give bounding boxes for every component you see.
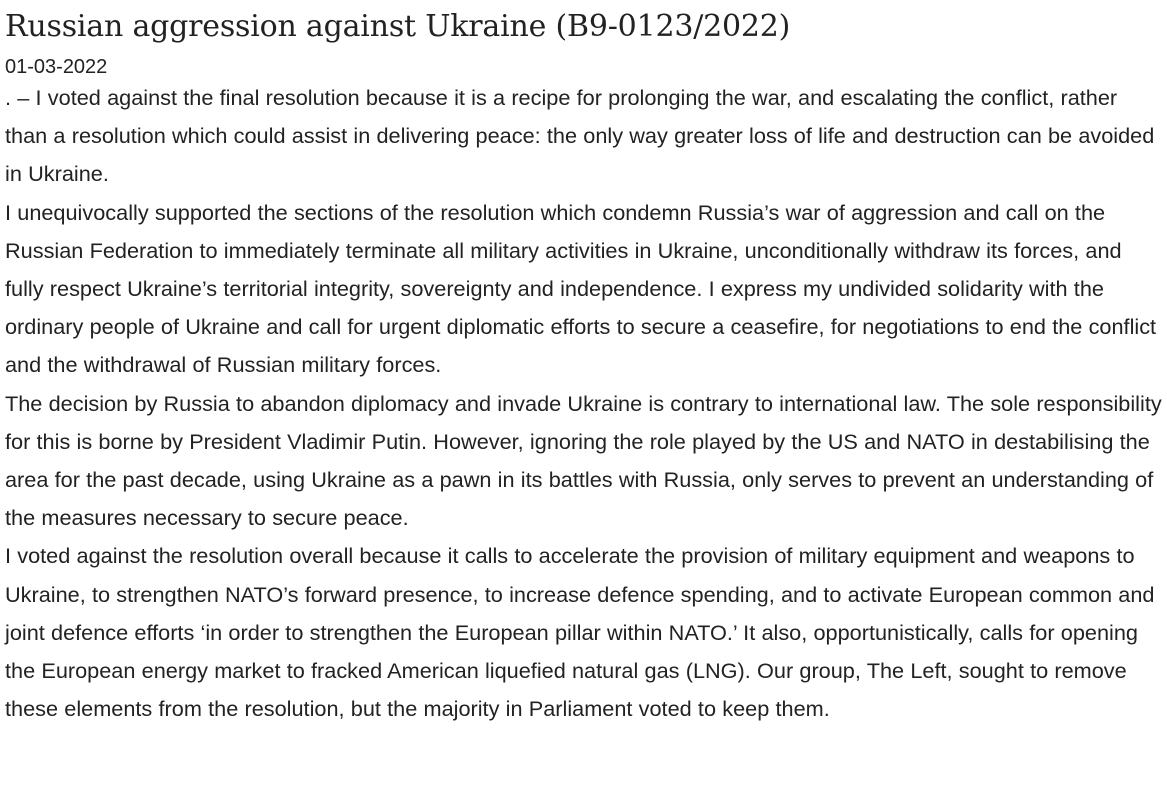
explanation-of-vote [5,0,1163,728]
page-title: Russian aggression against Ukraine (B9-0123/2022) [5,9,791,44]
explanation-body [5,79,1163,728]
paragraph-2: I unequivocally supported the sections of the resolution which condemn Russia’s war of aggression and call on the Russian Federation to immediately terminate all military activities in Ukraine, unconditionally withdraw its forces, and fully respect Ukraine’s territorial integrity, sovereignty and independence. I express my undivided solidarity with the ordinary people of Ukraine and call for urgent diplomatic efforts to secure a ceasefire, for negotiations to end the conflict and the withdrawal of Russian military forces. [5,199,1157,378]
vote-date: 01-03-2022 [5,56,108,78]
paragraph-4: I voted against the resolution overall because it calls to accelerate the provision of military equipment and weapons to Ukraine, to strengthen NATO’s forward presence, to increase defence spending, and to activate European common and joint defence efforts ‘in order to strengthen the European pillar within NATO.’ It also, opportunistically, calls for opening the European energy market to fracked American liquefied natural gas (LNG). Our group, The Left, sought to remove these elements from the resolution, but the majority in Parliament voted to keep them. [5,543,1155,722]
paragraph-1: . – I voted against the final resolution because it is a recipe for prolonging the war, and escalating the conflict, rather than a resolution which could assist in delivering peace: the only way greater loss of life and destruction can be avoided in Ukraine. [5,85,1155,187]
paragraph-3: The decision by Russia to abandon diplomacy and invade Ukraine is contrary to international law. The sole responsibility for this is borne by President Vladimir Putin. However, ignoring the role played by the US and NATO in destabilising the area for the past decade, using Ukraine as a pawn in its battles with Russia, only serves to prevent an understanding of the measures necessary to secure peace. [5,390,1162,531]
